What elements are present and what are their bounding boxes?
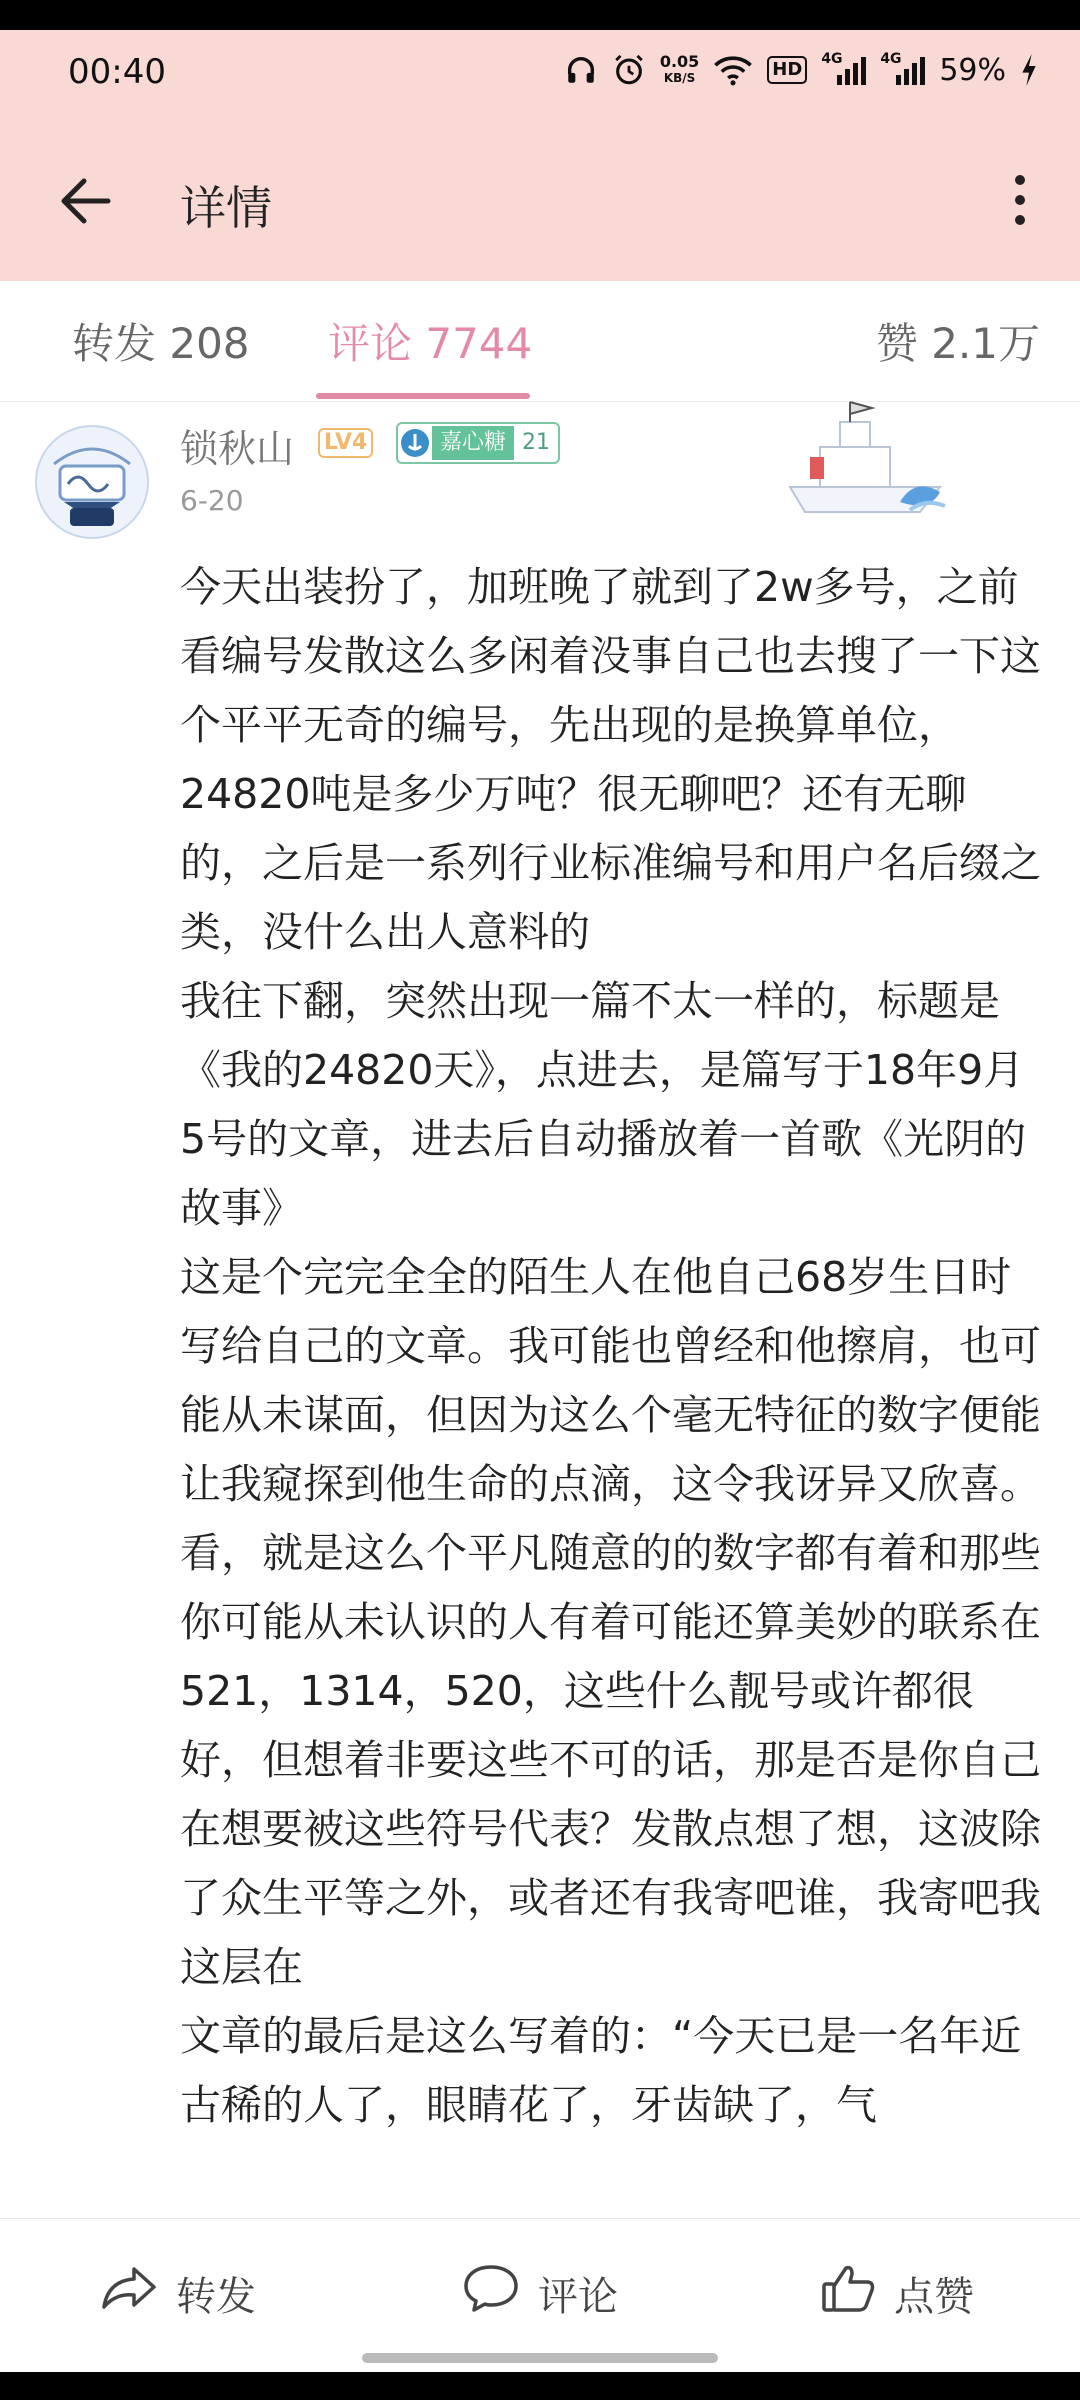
signal-sim2-icon bbox=[880, 51, 925, 85]
avatar[interactable] bbox=[34, 424, 150, 540]
like-button[interactable] bbox=[820, 2263, 974, 2323]
sim2-label: 4G bbox=[880, 51, 902, 67]
repost-label: 转发 bbox=[176, 2273, 256, 2320]
alarm-icon bbox=[612, 53, 646, 87]
nav-bar bbox=[0, 150, 1080, 250]
tab-bar bbox=[0, 281, 1080, 402]
net-speed-unit: KB/S bbox=[663, 71, 696, 85]
fan-badge-icon bbox=[398, 426, 432, 460]
fan-badge-name: 嘉心糖 bbox=[432, 426, 514, 460]
battery-level: 59% bbox=[939, 52, 1006, 88]
tab-likes[interactable]: 赞 2.1万 bbox=[875, 319, 1040, 368]
signal-sim1-icon bbox=[821, 51, 866, 85]
comment-bubble-icon bbox=[462, 2263, 520, 2323]
status-icons bbox=[564, 48, 1038, 92]
like-label: 点赞 bbox=[894, 2273, 974, 2320]
bottom-bezel bbox=[0, 2372, 1080, 2400]
wifi-icon bbox=[713, 54, 753, 86]
home-indicator[interactable] bbox=[362, 2353, 718, 2363]
tab-repost[interactable]: 转发 208 bbox=[72, 319, 250, 368]
post-content: 今天出装扮了，加班晚了就到了2w多号，之前看编号发散这么多闲着没事自己也去搜了一下这个平平无奇的编号，先出现的是换算单位，24820吨是多少万吨？很无聊吧？还有无聊的，之后是一系列行业标准编号和用户名后缀之类，没什么出人意料的 我往下翻，突然出现一篇不太一样的，标题是《我的24820天》，点进去，是篇写于18年9月5号的文章，进去后自动播放着一首歌《光阴的故事》 这是个完完全全的陌生人在他自己68岁生日时写给自己的文章。我可能也曾经和他擦肩，也可能从未谋面，但因为这么个毫无特征的数字便能让我窥探到他生命的点滴，这令我讶异又欣喜。看，就是这么个平凡随意的的数字都有着和那些你可能从未认识的人有着可能还算美妙的联系在 521，1314，520，这些什么靓号或许都很好，但想着非要这些不可的话，那是否是你自己在想要被这些符号代表？发散点想了想，这波除了众生平等之外，或者还有我寄吧谁，我寄吧我这层在 文章的最后是这么写着的：“今天已是一名年近古稀的人了，眼睛花了，牙齿缺了，气 bbox=[180, 563, 1041, 2129]
header bbox=[0, 30, 1080, 281]
comment-label: 评论 bbox=[538, 2273, 618, 2320]
comment-button[interactable] bbox=[462, 2263, 618, 2323]
net-speed-value: 0.05 bbox=[659, 52, 700, 71]
share-arrow-icon bbox=[100, 2263, 158, 2323]
thumbs-up-icon bbox=[820, 2262, 876, 2324]
tab-comments[interactable]: 评论 7744 bbox=[328, 319, 533, 368]
username[interactable]: 锁秋山 bbox=[180, 427, 295, 471]
repost-button[interactable] bbox=[100, 2263, 256, 2323]
sim1-label: 4G bbox=[821, 51, 843, 67]
headphones-icon bbox=[564, 53, 598, 87]
fan-badge[interactable] bbox=[396, 422, 560, 464]
more-options-icon[interactable] bbox=[1010, 172, 1030, 228]
post-date: 6-20 bbox=[180, 484, 244, 517]
hd-badge: HD bbox=[767, 56, 807, 84]
page-title: 详情 bbox=[180, 181, 272, 235]
level-badge: LV4 bbox=[318, 428, 373, 458]
back-arrow-icon[interactable] bbox=[58, 176, 112, 226]
status-bar bbox=[0, 30, 1080, 110]
active-tab-indicator bbox=[316, 393, 530, 399]
top-bezel bbox=[0, 0, 1080, 30]
status-time: 00:40 bbox=[68, 52, 166, 92]
net-speed bbox=[660, 53, 699, 87]
ship-decoration-icon bbox=[780, 392, 960, 527]
charging-icon bbox=[1020, 54, 1038, 86]
fan-badge-level: 21 bbox=[522, 430, 551, 455]
bottom-action-bar bbox=[0, 2218, 1080, 2373]
